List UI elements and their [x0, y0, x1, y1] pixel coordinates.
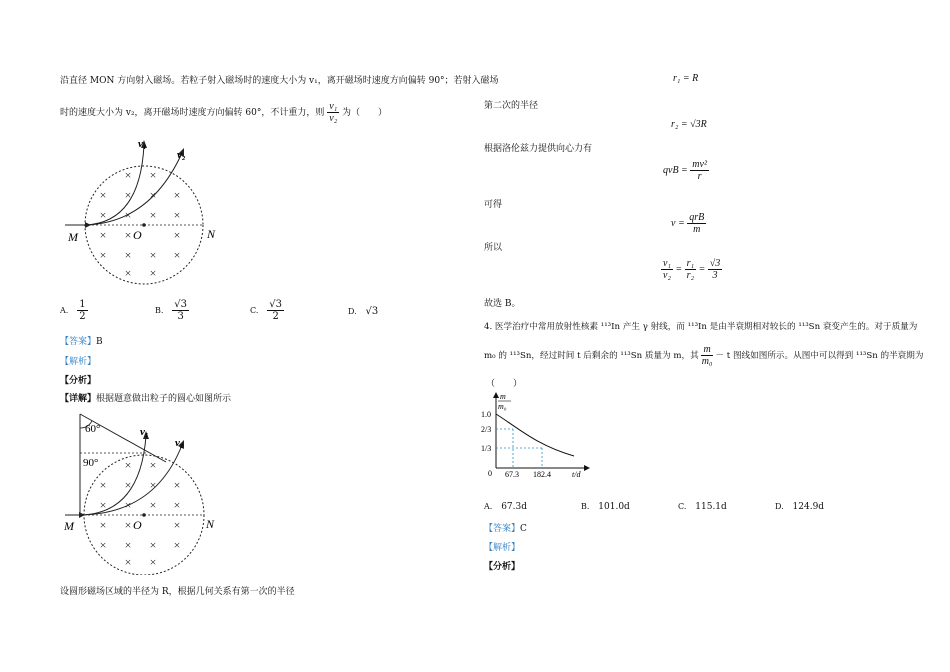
- xtick-182.4: 182.4: [533, 470, 551, 479]
- center-dot: [142, 513, 146, 517]
- eq5-c-num: √3: [709, 258, 721, 269]
- ytick-1.0: 1.0: [481, 410, 491, 419]
- eq3-lhs: qvB =: [663, 164, 688, 176]
- answer-tag: 【答案】: [484, 524, 521, 534]
- cross: ×: [149, 538, 157, 552]
- eq5-a-den: v₂: [663, 270, 671, 281]
- cross: ×: [173, 248, 181, 262]
- q3-fenxi-tag: 【分析】: [60, 376, 97, 386]
- q4-option-d[interactable]: [775, 502, 824, 512]
- trajectory-v1: [85, 145, 144, 225]
- cross: ×: [124, 266, 132, 280]
- cross: ×: [124, 228, 132, 242]
- option-c-value: [267, 299, 284, 322]
- cross: ×: [99, 538, 107, 552]
- q3-ratio-num: v₁: [329, 101, 338, 112]
- q3-text-line2-main: 时的速度大小为 v₂，离开磁场时速度方向偏转 60°，不计重力，则: [60, 108, 325, 118]
- cross: ×: [173, 518, 181, 532]
- decay-graph: [478, 390, 593, 480]
- cross: ×: [99, 228, 107, 242]
- cross: ×: [99, 498, 107, 512]
- origin-label: 0: [488, 469, 492, 478]
- eq5-frac-b: [685, 258, 696, 281]
- answer-value: C: [520, 524, 527, 534]
- crosses: [100, 168, 181, 280]
- q4-frac: [701, 344, 712, 367]
- label-N: N: [206, 517, 215, 531]
- q3-answer: [60, 334, 103, 347]
- cross: ×: [124, 188, 132, 202]
- q4-answer: [484, 521, 527, 534]
- cross: ×: [149, 478, 157, 492]
- detail-text: 根据题意做出粒子的圆心如图所示: [96, 394, 232, 404]
- q3-option-b[interactable]: [155, 299, 189, 322]
- cross: ×: [173, 478, 181, 492]
- option-c-den: 2: [272, 311, 279, 322]
- cross: ×: [173, 498, 181, 512]
- cross: ×: [173, 538, 181, 552]
- cross: ×: [124, 458, 132, 472]
- option-letter: B.: [581, 502, 590, 511]
- eq4-num: qrB: [689, 212, 705, 223]
- option-letter: A.: [484, 502, 493, 511]
- cross: ×: [99, 188, 107, 202]
- q3-option-d[interactable]: [348, 306, 378, 317]
- option-c-value: 115.1d: [695, 502, 727, 512]
- crosses: [100, 458, 181, 569]
- label-O: O: [133, 518, 142, 532]
- cross: ×: [99, 478, 107, 492]
- ylabel-num: m: [500, 392, 506, 401]
- guxuan-label: 故选 B。: [484, 299, 521, 309]
- eq5-b-num: r₁: [686, 258, 695, 269]
- option-letter: D.: [348, 307, 357, 316]
- ylabel-den: m₀: [498, 402, 507, 411]
- radius-slant: [80, 414, 166, 462]
- q3-bottom-text: 设圆形磁场区域的半径为 R，根据几何关系有第一次的半径: [60, 587, 295, 597]
- eq-ratio: $\frac{\text{v₁}}{\text{v₂}}$ = $\frac{\text{r₁}}{\text{r₂}}$ = $\frac{√3}{3}$: [663, 258, 721, 281]
- trajectory-v1: [80, 436, 146, 515]
- cross: ×: [149, 208, 157, 222]
- cross: ×: [149, 188, 157, 202]
- eq4-lhs: v =: [671, 217, 685, 229]
- cross: ×: [99, 208, 107, 222]
- answer-value: B: [96, 337, 103, 347]
- q4-frac-den: m₀: [701, 356, 713, 367]
- eq5-frac-c: [708, 258, 723, 281]
- cross: ×: [149, 458, 157, 472]
- eq3-frac: [690, 159, 709, 182]
- eq-velocity: [671, 212, 706, 235]
- decay-curve: [496, 414, 574, 456]
- eq5-c-den: 3: [712, 270, 718, 281]
- q3-option-a[interactable]: [60, 299, 88, 322]
- label-90deg: 90°: [83, 457, 99, 469]
- cross: ×: [124, 538, 132, 552]
- cross: ×: [149, 498, 157, 512]
- xlabel: t/d: [572, 470, 581, 479]
- cross: ×: [124, 498, 132, 512]
- q3-text-line1: 沿直径 MON 方向射入磁场。若粒子射入磁场时的速度大小为 v₁，离开磁场时速度方向偏转 90°；若射入磁场: [60, 76, 499, 86]
- cross: ×: [173, 228, 181, 242]
- eq4-frac: [687, 212, 706, 235]
- q4-text-line1: 4. 医学治疗中常用放射性核素 ¹¹³In 产生 γ 射线，而 ¹¹³In 是由半衰期相对较长的 ¹¹³Sn 衰变产生的。对于质量为: [484, 322, 918, 332]
- label-v2: v₂: [177, 149, 186, 161]
- option-d-value: 124.9d: [792, 502, 825, 512]
- y-axis-arrow: [493, 392, 499, 398]
- cross: ×: [149, 168, 157, 182]
- q4-frac-num: m: [703, 344, 711, 355]
- q4-option-b[interactable]: [581, 502, 630, 512]
- label-M: M: [68, 230, 78, 244]
- option-a-value: 67.3d: [501, 502, 528, 512]
- q3-analysis-tag: 【解析】: [60, 357, 97, 367]
- option-a-num: 1: [79, 299, 86, 310]
- option-b-num: √3: [174, 299, 188, 310]
- q4-option-a[interactable]: [484, 502, 527, 512]
- label-v1: v₁: [138, 138, 147, 150]
- cross: ×: [99, 248, 107, 262]
- eq-r2: r₂ = √3R: [671, 119, 707, 130]
- ytick-1/3: 1/3: [481, 444, 492, 453]
- eq5-a-num: v₁: [663, 258, 671, 269]
- option-letter: D.: [775, 502, 784, 511]
- eq3-num: mv²: [692, 159, 707, 170]
- figure-magnetic-field-1: [60, 135, 220, 290]
- kede-label: 可得: [484, 200, 503, 210]
- cross: ×: [124, 168, 132, 182]
- lorentz-label: 根据洛伦兹力提供向心力有: [484, 144, 593, 154]
- detail-tag: 【详解】: [60, 394, 97, 404]
- label-60deg: 60°: [85, 423, 101, 435]
- x-axis-arrow: [584, 465, 590, 471]
- option-b-value: 101.0d: [598, 502, 630, 512]
- option-letter: A.: [60, 306, 69, 315]
- q4-line2a: m₀ 的 ¹¹³Sn，经过时间 t 后剩余的 ¹¹³Sn 质量为 m，其: [484, 351, 699, 361]
- cross: ×: [173, 208, 181, 222]
- center-dot: [142, 223, 146, 227]
- cross: ×: [149, 266, 157, 280]
- q4-option-c[interactable]: [678, 502, 727, 512]
- xtick-67.3: 67.3: [505, 470, 519, 479]
- answer-tag: 【答案】: [60, 337, 97, 347]
- figure-magnetic-field-2: [60, 410, 230, 575]
- q4-analysis-tag: 【解析】: [484, 543, 521, 553]
- cross: ×: [124, 518, 132, 532]
- cross: ×: [124, 478, 132, 492]
- q4-line2b: － t 图线如图所示。从图中可以得到 ¹¹³Sn 的半衰期为: [715, 351, 924, 361]
- label-v1: v₁: [140, 426, 149, 438]
- cross: ×: [124, 208, 132, 222]
- suoyi-label: 所以: [484, 243, 503, 253]
- cross: ×: [149, 555, 157, 569]
- ytick-2/3: 2/3: [481, 425, 492, 434]
- q4-text-line2: [484, 344, 923, 367]
- option-a-value: [77, 299, 87, 322]
- q3-detail: [60, 391, 231, 404]
- option-letter: B.: [155, 306, 164, 315]
- q3-option-c[interactable]: [250, 299, 284, 322]
- eq3-den: r: [697, 171, 702, 182]
- q3-text-line2: [60, 101, 387, 124]
- cross: ×: [124, 248, 132, 262]
- label-O: O: [133, 228, 142, 242]
- option-a-den: 2: [79, 311, 86, 322]
- cross: ×: [173, 188, 181, 202]
- label-v2: v₂: [175, 437, 184, 449]
- option-b-value: [172, 299, 189, 322]
- eq-lorentz: [663, 159, 709, 182]
- cross: ×: [149, 248, 157, 262]
- q4-paren: （ ）: [486, 379, 523, 389]
- eq5-b-den: r₂: [686, 270, 695, 281]
- q4-fenxi-tag: 【分析】: [484, 562, 521, 572]
- eq4-den: m: [693, 224, 701, 235]
- label-N: N: [207, 227, 216, 241]
- q3-ratio-den: v₂: [329, 113, 338, 124]
- cross: ×: [124, 555, 132, 569]
- label-M: M: [64, 519, 74, 533]
- eq5-frac-a: [661, 258, 673, 281]
- q3-text-tail: 为（ ）: [342, 108, 388, 118]
- option-b-den: 3: [177, 311, 184, 322]
- option-letter: C.: [678, 502, 687, 511]
- option-letter: C.: [250, 306, 259, 315]
- option-c-num: √3: [269, 299, 282, 310]
- option-d-value: √3: [365, 306, 379, 317]
- eq-r1: r₁ = R: [673, 73, 699, 84]
- q3-ratio: [327, 101, 339, 124]
- cross: ×: [99, 518, 107, 532]
- second-radius-label: 第二次的半径: [484, 101, 539, 111]
